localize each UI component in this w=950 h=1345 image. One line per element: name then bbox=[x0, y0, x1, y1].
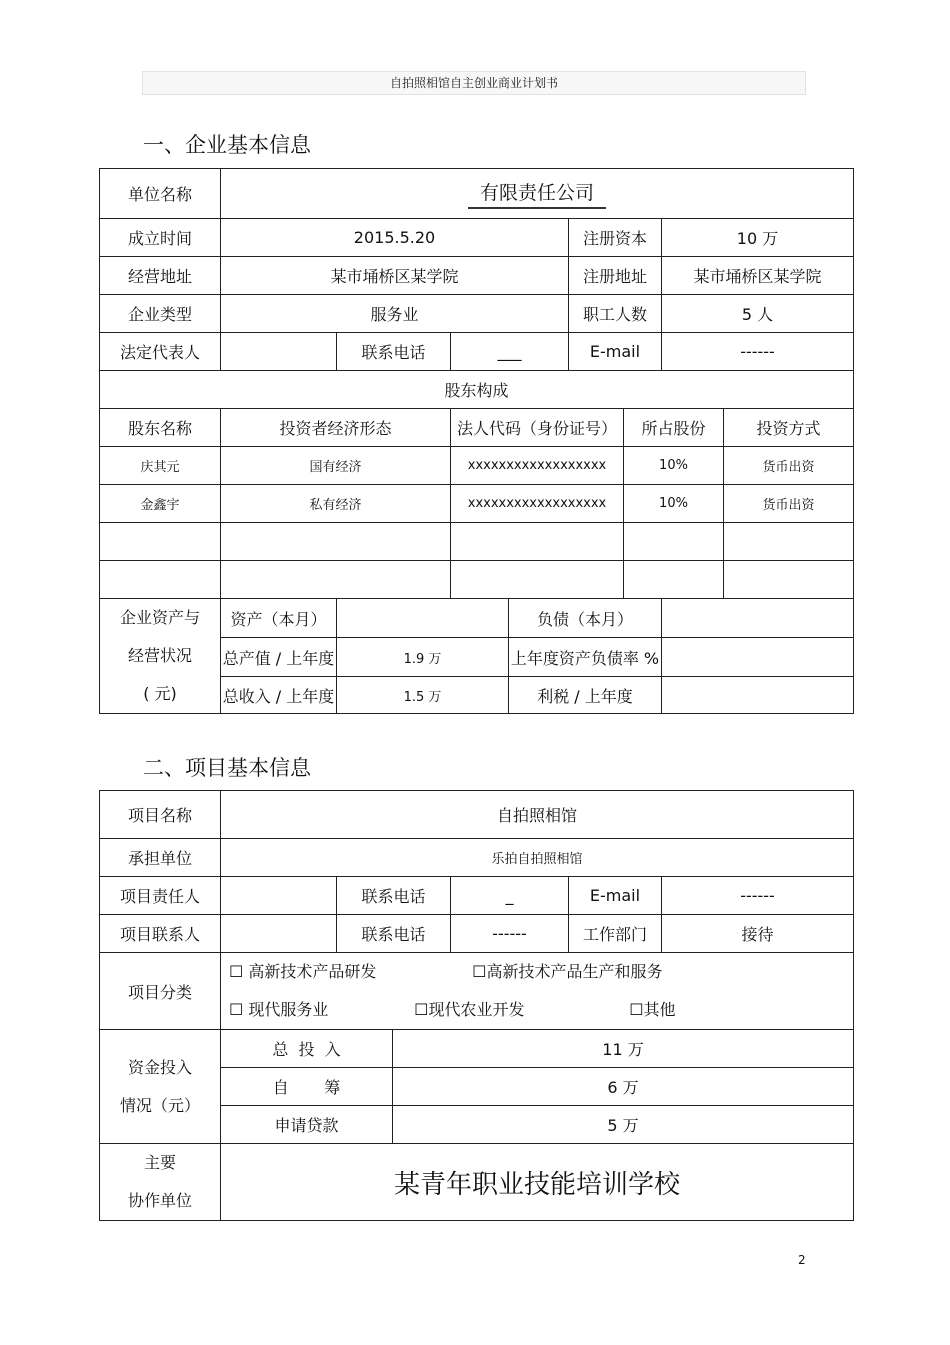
label-assets bbox=[100, 599, 221, 714]
empty-cell bbox=[724, 523, 854, 561]
label-partner bbox=[100, 1144, 221, 1221]
label-total-output: 总产值 / 上年度 bbox=[221, 638, 337, 677]
label-partner-line2: 协作单位 bbox=[127, 1191, 192, 1210]
value-phone: ___ bbox=[451, 333, 569, 371]
value-total-invest: 11 万 bbox=[393, 1030, 854, 1068]
label-employees: 职工人数 bbox=[569, 295, 662, 333]
label-leader-phone: 联系电话 bbox=[337, 877, 451, 915]
value-type: 服务业 bbox=[221, 295, 569, 333]
label-total-invest: 总 投 入 bbox=[221, 1030, 393, 1068]
label-loan: 申请贷款 bbox=[221, 1106, 393, 1144]
sh-code: xxxxxxxxxxxxxxxxxx bbox=[451, 447, 624, 485]
empty-cell bbox=[724, 561, 854, 599]
section-title-project: 二、项目基本信息 bbox=[143, 756, 311, 780]
checkbox-modern-service[interactable]: ☐ 现代服务业 bbox=[229, 1000, 329, 1019]
sh-method: 货币出资 bbox=[724, 485, 854, 523]
value-undertaker: 乐拍自拍照相馆 bbox=[221, 839, 854, 877]
value-founded: 2015.5.20 bbox=[221, 219, 569, 257]
label-debt-ratio: 上年度资产负债率 % bbox=[509, 638, 662, 677]
value-employees: 5 人 bbox=[662, 295, 854, 333]
empty-cell bbox=[624, 523, 724, 561]
table-row bbox=[100, 485, 854, 523]
value-legal-rep bbox=[221, 333, 337, 371]
label-undertaker: 承担单位 bbox=[100, 839, 221, 877]
value-debt-ratio bbox=[662, 638, 854, 677]
empty-cell bbox=[221, 523, 451, 561]
label-email: E-mail bbox=[569, 333, 662, 371]
label-partner-line1: 主要 bbox=[143, 1153, 176, 1172]
value-email: ------ bbox=[662, 333, 854, 371]
label-reg-capital: 注册资本 bbox=[569, 219, 662, 257]
value-loan: 5 万 bbox=[393, 1106, 854, 1144]
sh-share: 10% bbox=[624, 485, 724, 523]
header-sh-code: 法人代码（身份证号） bbox=[451, 409, 624, 447]
value-leader bbox=[221, 877, 337, 915]
label-tax: 利税 / 上年度 bbox=[509, 677, 662, 714]
value-total-output: 1.9 万 bbox=[337, 638, 509, 677]
sh-share: 10% bbox=[624, 447, 724, 485]
empty-cell bbox=[221, 561, 451, 599]
page-number: 2 bbox=[798, 1253, 806, 1267]
value-self-raised: 6 万 bbox=[393, 1068, 854, 1106]
label-self-raised: 自 筹 bbox=[221, 1068, 393, 1106]
label-type: 企业类型 bbox=[100, 295, 221, 333]
label-assets-line2: 经营状况 bbox=[127, 646, 192, 665]
sh-method: 货币出资 bbox=[724, 447, 854, 485]
label-contact-phone: 联系电话 bbox=[337, 915, 451, 953]
checkbox-other[interactable]: ☐其他 bbox=[629, 1000, 676, 1019]
value-reg-address: 某市埇桥区某学院 bbox=[662, 257, 854, 295]
sh-econ: 私有经济 bbox=[221, 485, 451, 523]
label-funding-line1: 资金投入 bbox=[127, 1057, 192, 1077]
header-sh-share: 所占股份 bbox=[624, 409, 724, 447]
label-total-income: 总收入 / 上年度 bbox=[221, 677, 337, 714]
label-address: 经营地址 bbox=[100, 257, 221, 295]
label-legal-rep: 法定代表人 bbox=[100, 333, 221, 371]
category-options bbox=[221, 953, 854, 1030]
value-leader-phone: _ bbox=[451, 877, 569, 915]
value-company-name: 有限责任公司 bbox=[468, 178, 606, 209]
value-project-name: 自拍照相馆 bbox=[221, 791, 854, 839]
header-sh-name: 股东名称 bbox=[100, 409, 221, 447]
value-dept: 接待 bbox=[662, 915, 854, 953]
table-row bbox=[100, 523, 854, 561]
table-row bbox=[100, 561, 854, 599]
checkbox-hightech-production[interactable]: ☐高新技术产品生产和服务 bbox=[472, 962, 663, 981]
sh-name: 庆其元 bbox=[100, 447, 221, 485]
label-assets-line3: ( 元) bbox=[143, 684, 177, 703]
empty-cell bbox=[451, 561, 624, 599]
sh-name: 金鑫宇 bbox=[100, 485, 221, 523]
header-sh-method: 投资方式 bbox=[724, 409, 854, 447]
label-asset-month: 资产（本月） bbox=[221, 599, 337, 638]
value-tax bbox=[662, 677, 854, 714]
checkbox-modern-agriculture[interactable]: ☐现代农业开发 bbox=[414, 1000, 525, 1019]
label-shareholders: 股东构成 bbox=[100, 371, 854, 409]
label-contact: 项目联系人 bbox=[100, 915, 221, 953]
empty-cell bbox=[100, 523, 221, 561]
value-asset-month bbox=[337, 599, 509, 638]
value-contact-phone: ------ bbox=[451, 915, 569, 953]
label-assets-line1: 企业资产与 bbox=[119, 608, 200, 627]
document-header: 自拍照相馆自主创业商业计划书 bbox=[142, 71, 806, 95]
table-row bbox=[100, 447, 854, 485]
label-leader-email: E-mail bbox=[569, 877, 662, 915]
label-funding bbox=[100, 1030, 221, 1144]
label-project-name: 项目名称 bbox=[100, 791, 221, 839]
sh-code: xxxxxxxxxxxxxxxxxx bbox=[451, 485, 624, 523]
empty-cell bbox=[624, 561, 724, 599]
section-title-company: 一、企业基本信息 bbox=[143, 133, 311, 157]
value-partner: 某青年职业技能培训学校 bbox=[221, 1144, 854, 1221]
label-funding-line2: 情况（元） bbox=[119, 1095, 200, 1115]
value-leader-email: ------ bbox=[662, 877, 854, 915]
label-reg-address: 注册地址 bbox=[569, 257, 662, 295]
value-reg-capital: 10 万 bbox=[662, 219, 854, 257]
empty-cell bbox=[100, 561, 221, 599]
label-phone: 联系电话 bbox=[337, 333, 451, 371]
value-address: 某市埇桥区某学院 bbox=[221, 257, 569, 295]
label-category: 项目分类 bbox=[100, 953, 221, 1030]
header-sh-econ: 投资者经济形态 bbox=[221, 409, 451, 447]
label-company-name: 单位名称 bbox=[100, 169, 221, 219]
company-info-table bbox=[99, 168, 854, 714]
empty-cell bbox=[451, 523, 624, 561]
value-contact bbox=[221, 915, 337, 953]
project-info-table bbox=[99, 790, 854, 1221]
value-company-name-cell bbox=[221, 169, 854, 219]
value-total-income: 1.5 万 bbox=[337, 677, 509, 714]
value-debt-month bbox=[662, 599, 854, 638]
label-leader: 项目责任人 bbox=[100, 877, 221, 915]
label-founded: 成立时间 bbox=[100, 219, 221, 257]
label-debt-month: 负债（本月） bbox=[509, 599, 662, 638]
checkbox-hightech-rd[interactable]: ☐ 高新技术产品研发 bbox=[229, 962, 377, 981]
label-dept: 工作部门 bbox=[569, 915, 662, 953]
sh-econ: 国有经济 bbox=[221, 447, 451, 485]
